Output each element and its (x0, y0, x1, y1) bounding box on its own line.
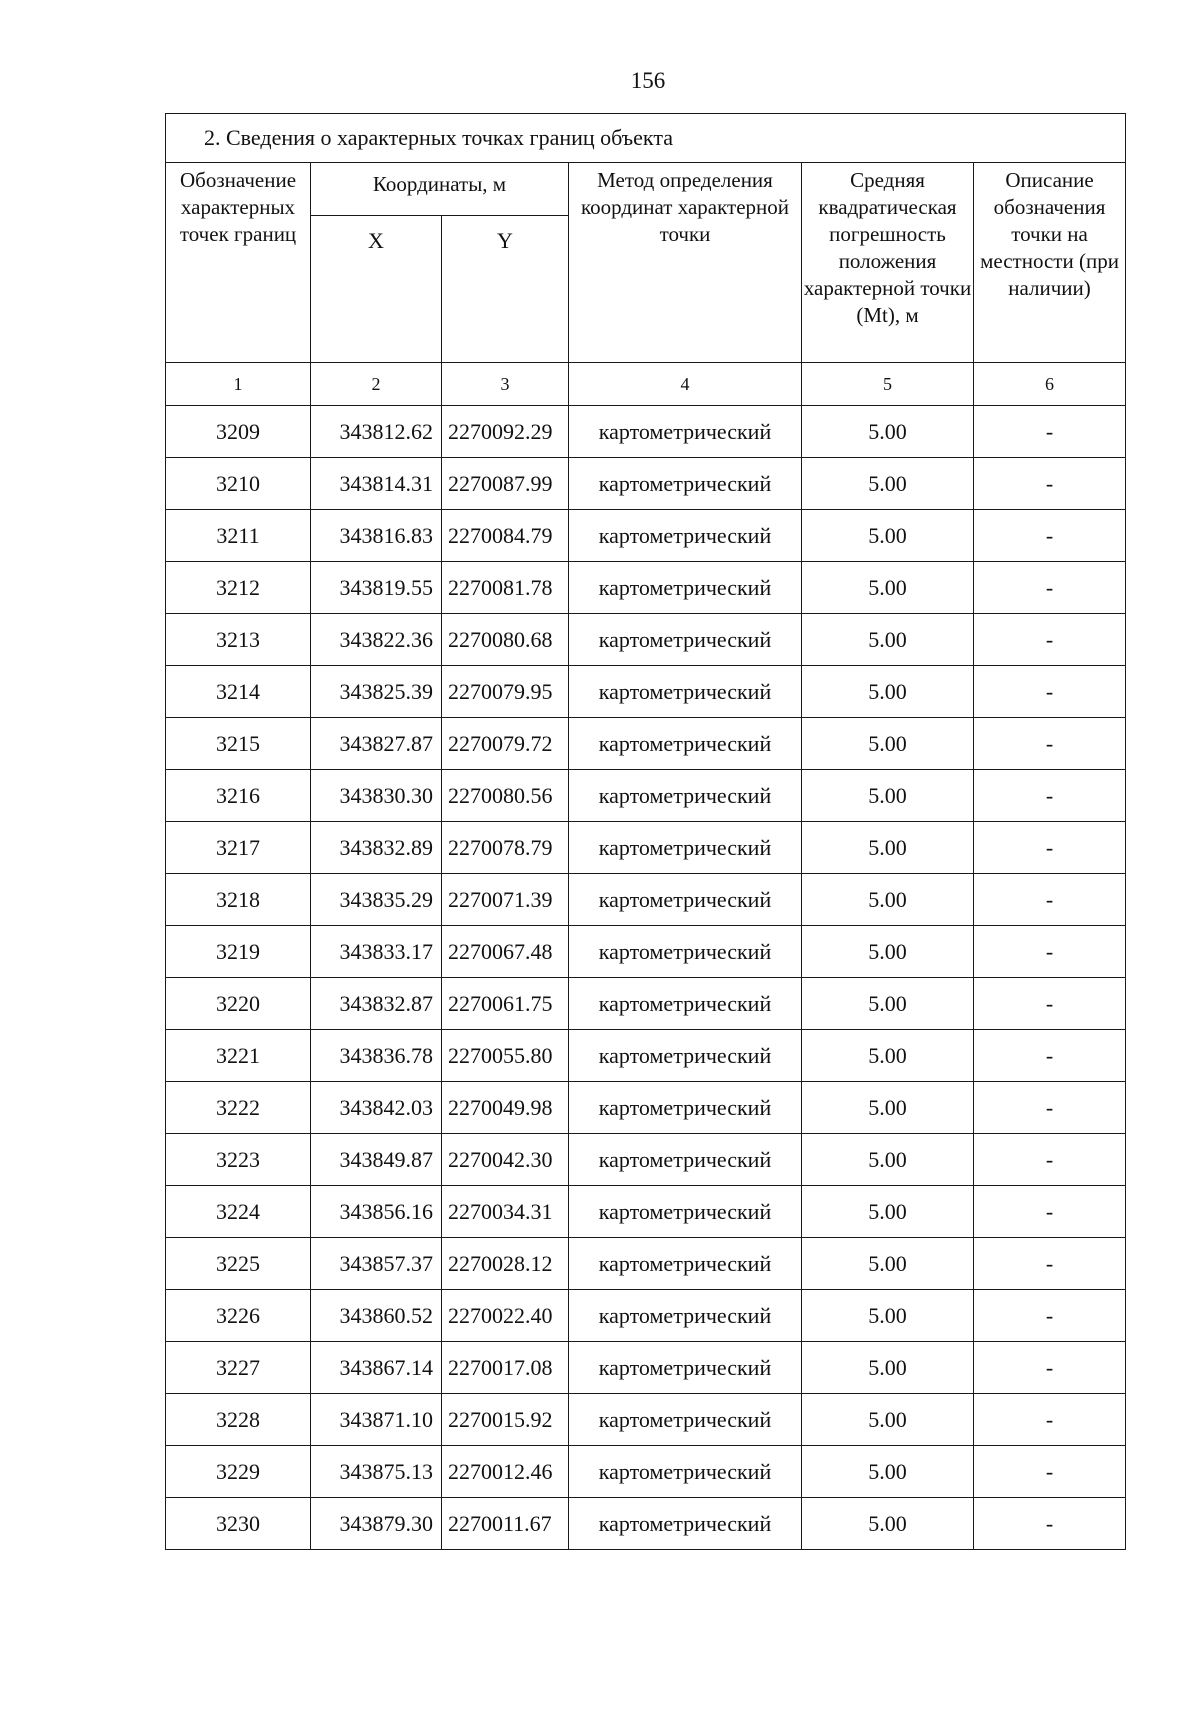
method-cell: картометрический (569, 1498, 802, 1550)
mean-error-cell: 5.00 (802, 666, 974, 718)
point-designation-cell: 3226 (166, 1290, 311, 1342)
point-designation-cell: 3221 (166, 1030, 311, 1082)
y-coordinate-cell: 2270015.92 (442, 1394, 569, 1446)
y-coordinate-cell: 2270079.95 (442, 666, 569, 718)
x-coordinate-cell: 343875.13 (311, 1446, 442, 1498)
point-designation-cell: 3215 (166, 718, 311, 770)
table-row (166, 1394, 1126, 1446)
point-designation-cell: 3210 (166, 458, 311, 510)
method-cell: картометрический (569, 1238, 802, 1290)
method-cell: картометрический (569, 926, 802, 978)
y-coordinate-cell: 2270087.99 (442, 458, 569, 510)
point-designation-cell: 3216 (166, 770, 311, 822)
method-cell: картометрический (569, 510, 802, 562)
y-coordinate-cell: 2270081.78 (442, 562, 569, 614)
point-designation-cell: 3209 (166, 406, 311, 458)
header-method: Метод определения координат характерной точки (569, 163, 802, 363)
method-cell: картометрический (569, 614, 802, 666)
description-cell: - (974, 666, 1126, 718)
y-coordinate-cell: 2270092.29 (442, 406, 569, 458)
table-row (166, 1030, 1126, 1082)
point-designation-cell: 3212 (166, 562, 311, 614)
y-coordinate-cell: 2270028.12 (442, 1238, 569, 1290)
section-title-row (166, 114, 1126, 163)
point-designation-cell: 3230 (166, 1498, 311, 1550)
description-cell: - (974, 406, 1126, 458)
x-coordinate-cell: 343867.14 (311, 1342, 442, 1394)
x-coordinate-cell: 343849.87 (311, 1134, 442, 1186)
mean-error-cell: 5.00 (802, 1394, 974, 1446)
x-coordinate-cell: 343879.30 (311, 1498, 442, 1550)
point-designation-cell: 3217 (166, 822, 311, 874)
table-row (166, 1342, 1126, 1394)
point-designation-cell: 3223 (166, 1134, 311, 1186)
point-designation-cell: 3227 (166, 1342, 311, 1394)
mean-error-cell: 5.00 (802, 1134, 974, 1186)
header-y: Y (442, 216, 569, 363)
table-row (166, 718, 1126, 770)
description-cell: - (974, 1030, 1126, 1082)
x-coordinate-cell: 343822.36 (311, 614, 442, 666)
mean-error-cell: 5.00 (802, 1186, 974, 1238)
column-number: 2 (311, 363, 442, 406)
method-cell: картометрический (569, 1342, 802, 1394)
mean-error-cell: 5.00 (802, 1030, 974, 1082)
description-cell: - (974, 978, 1126, 1030)
point-designation-cell: 3222 (166, 1082, 311, 1134)
table-row (166, 1290, 1126, 1342)
mean-error-cell: 5.00 (802, 874, 974, 926)
y-coordinate-cell: 2270061.75 (442, 978, 569, 1030)
column-number: 5 (802, 363, 974, 406)
point-designation-cell: 3229 (166, 1446, 311, 1498)
mean-error-cell: 5.00 (802, 562, 974, 614)
table-row (166, 978, 1126, 1030)
table-row (166, 614, 1126, 666)
table-row (166, 406, 1126, 458)
mean-error-cell: 5.00 (802, 770, 974, 822)
description-cell: - (974, 1134, 1126, 1186)
y-coordinate-cell: 2270071.39 (442, 874, 569, 926)
column-number: 3 (442, 363, 569, 406)
mean-error-cell: 5.00 (802, 926, 974, 978)
y-coordinate-cell: 2270042.30 (442, 1134, 569, 1186)
y-coordinate-cell: 2270079.72 (442, 718, 569, 770)
x-coordinate-cell: 343836.78 (311, 1030, 442, 1082)
x-coordinate-cell: 343871.10 (311, 1394, 442, 1446)
table-row (166, 666, 1126, 718)
x-coordinate-cell: 343814.31 (311, 458, 442, 510)
x-coordinate-cell: 343825.39 (311, 666, 442, 718)
mean-error-cell: 5.00 (802, 1498, 974, 1550)
description-cell: - (974, 822, 1126, 874)
y-coordinate-cell: 2270080.56 (442, 770, 569, 822)
point-designation-cell: 3218 (166, 874, 311, 926)
point-designation-cell: 3224 (166, 1186, 311, 1238)
column-number: 4 (569, 363, 802, 406)
table-row (166, 822, 1126, 874)
table-row (166, 1498, 1126, 1550)
table-row (166, 1134, 1126, 1186)
mean-error-cell: 5.00 (802, 822, 974, 874)
header-coordinates: Координаты, м (311, 163, 569, 216)
y-coordinate-cell: 2270012.46 (442, 1446, 569, 1498)
description-cell: - (974, 562, 1126, 614)
header-mean-error: Средняя квадратическая погрешность положения характерной точки (Mt), м (802, 163, 974, 363)
y-coordinate-cell: 2270067.48 (442, 926, 569, 978)
description-cell: - (974, 926, 1126, 978)
x-coordinate-cell: 343833.17 (311, 926, 442, 978)
x-coordinate-cell: 343856.16 (311, 1186, 442, 1238)
description-cell: - (974, 510, 1126, 562)
section-title: 2. Сведения о характерных точках границ объекта (166, 114, 1126, 163)
x-coordinate-cell: 343812.62 (311, 406, 442, 458)
mean-error-cell: 5.00 (802, 978, 974, 1030)
method-cell: картометрический (569, 822, 802, 874)
header-description: Описание обозначения точки на местности (при наличии) (974, 163, 1126, 363)
table-row (166, 874, 1126, 926)
description-cell: - (974, 458, 1126, 510)
x-coordinate-cell: 343842.03 (311, 1082, 442, 1134)
description-cell: - (974, 614, 1126, 666)
mean-error-cell: 5.00 (802, 1446, 974, 1498)
mean-error-cell: 5.00 (802, 1342, 974, 1394)
boundary-points-table (165, 113, 1126, 1550)
x-coordinate-cell: 343819.55 (311, 562, 442, 614)
header-point-designation: Обозначение характерных точек границ (166, 163, 311, 363)
point-designation-cell: 3220 (166, 978, 311, 1030)
description-cell: - (974, 1394, 1126, 1446)
point-designation-cell: 3228 (166, 1394, 311, 1446)
table-row (166, 1186, 1126, 1238)
x-coordinate-cell: 343816.83 (311, 510, 442, 562)
y-coordinate-cell: 2270034.31 (442, 1186, 569, 1238)
method-cell: картометрический (569, 406, 802, 458)
mean-error-cell: 5.00 (802, 718, 974, 770)
x-coordinate-cell: 343835.29 (311, 874, 442, 926)
x-coordinate-cell: 343830.30 (311, 770, 442, 822)
method-cell: картометрический (569, 874, 802, 926)
description-cell: - (974, 1446, 1126, 1498)
method-cell: картометрический (569, 1030, 802, 1082)
method-cell: картометрический (569, 1394, 802, 1446)
point-designation-cell: 3213 (166, 614, 311, 666)
method-cell: картометрический (569, 1186, 802, 1238)
y-coordinate-cell: 2270017.08 (442, 1342, 569, 1394)
point-designation-cell: 3211 (166, 510, 311, 562)
y-coordinate-cell: 2270049.98 (442, 1082, 569, 1134)
mean-error-cell: 5.00 (802, 1290, 974, 1342)
header-x: X (311, 216, 442, 363)
table-row (166, 562, 1126, 614)
mean-error-cell: 5.00 (802, 510, 974, 562)
table-row (166, 1446, 1126, 1498)
y-coordinate-cell: 2270022.40 (442, 1290, 569, 1342)
method-cell: картометрический (569, 1082, 802, 1134)
y-coordinate-cell: 2270011.67 (442, 1498, 569, 1550)
page-number: 156 (630, 68, 666, 93)
point-designation-cell: 3219 (166, 926, 311, 978)
table-row (166, 926, 1126, 978)
description-cell: - (974, 1186, 1126, 1238)
x-coordinate-cell: 343857.37 (311, 1238, 442, 1290)
table-row (166, 770, 1126, 822)
description-cell: - (974, 718, 1126, 770)
point-designation-cell: 3214 (166, 666, 311, 718)
x-coordinate-cell: 343832.87 (311, 978, 442, 1030)
mean-error-cell: 5.00 (802, 614, 974, 666)
point-designation-cell: 3225 (166, 1238, 311, 1290)
method-cell: картометрический (569, 770, 802, 822)
description-cell: - (974, 770, 1126, 822)
table-row (166, 510, 1126, 562)
y-coordinate-cell: 2270055.80 (442, 1030, 569, 1082)
method-cell: картометрический (569, 1290, 802, 1342)
method-cell: картометрический (569, 1446, 802, 1498)
method-cell: картометрический (569, 1134, 802, 1186)
column-numbers-row (166, 363, 1126, 406)
description-cell: - (974, 874, 1126, 926)
y-coordinate-cell: 2270078.79 (442, 822, 569, 874)
table-row (166, 1238, 1126, 1290)
column-number: 6 (974, 363, 1126, 406)
x-coordinate-cell: 343860.52 (311, 1290, 442, 1342)
description-cell: - (974, 1082, 1126, 1134)
header-row-1 (166, 163, 1126, 216)
mean-error-cell: 5.00 (802, 1238, 974, 1290)
description-cell: - (974, 1238, 1126, 1290)
table-row (166, 1082, 1126, 1134)
table-row (166, 458, 1126, 510)
method-cell: картометрический (569, 458, 802, 510)
y-coordinate-cell: 2270084.79 (442, 510, 569, 562)
method-cell: картометрический (569, 666, 802, 718)
description-cell: - (974, 1342, 1126, 1394)
y-coordinate-cell: 2270080.68 (442, 614, 569, 666)
x-coordinate-cell: 343827.87 (311, 718, 442, 770)
description-cell: - (974, 1498, 1126, 1550)
method-cell: картометрический (569, 562, 802, 614)
method-cell: картометрический (569, 978, 802, 1030)
method-cell: картометрический (569, 718, 802, 770)
mean-error-cell: 5.00 (802, 458, 974, 510)
column-number: 1 (166, 363, 311, 406)
x-coordinate-cell: 343832.89 (311, 822, 442, 874)
mean-error-cell: 5.00 (802, 406, 974, 458)
description-cell: - (974, 1290, 1126, 1342)
mean-error-cell: 5.00 (802, 1082, 974, 1134)
